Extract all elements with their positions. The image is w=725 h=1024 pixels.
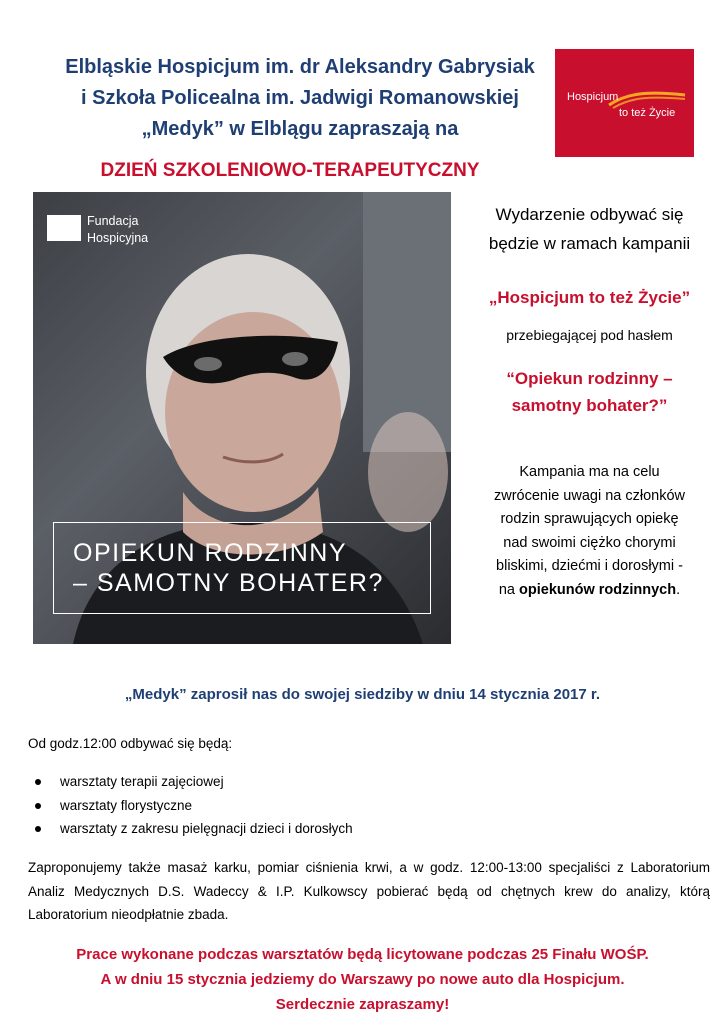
hospicjum-logo [555,49,694,157]
fundacja-line-1: Fundacja [87,214,139,228]
header-line-1: Elbląskie Hospicjum im. dr Aleksandry Gabrysiak [65,56,535,78]
desc-bold: opiekunów rodzinnych [519,581,677,598]
invite-line: „Medyk” zaprosił nas do swojej siedziby w dniu 14 stycznia 2017 r. [124,686,601,703]
footer-line-2: A w dniu 15 stycznia jedziemy do Warszawy po nowe auto dla Hospicjum. [100,971,625,988]
motto-line-1: “Opiekun rodzinny – [506,369,673,388]
header-line-2: i Szkoła Policealna im. Jadwigi Romanowskiej [81,87,519,109]
fundacja-line-2: Hospicyjna [87,231,149,245]
motto-intro: przebiegającej pod hasłem [506,327,673,343]
slogan-line-2: – SAMOTNY BOHATER? [73,569,384,597]
campaign-photo [33,192,451,644]
intro-line-2: będzie w ramach kampanii [488,234,691,253]
header [0,52,600,145]
desc-line-3: rodzin sprawujących opiekę [500,511,679,527]
logo-text-1: Hospicjum [567,91,619,103]
footer-note [0,942,725,1017]
slogan-line-1: OPIEKUN RODZINNY [73,539,348,567]
list-item: warsztaty florystyczne [28,794,353,818]
motto-line-2: samotny bohater?” [511,396,668,415]
campaign-description [462,461,717,602]
event-title: DZIEŃ SZKOLENIOWO-TERAPEUTYCZNY [100,160,480,181]
photo-slogan [73,538,384,598]
footer-line-1: Prace wykonane podczas warsztatów będą licytowane podczas 25 Finału WOŚP. [76,946,649,963]
services-paragraph: Zaproponujemy także masaż karku, pomiar ciśnienia krwi, a w godz. 12:00-13:00 specjaliści z Laboratorium Analiz Medycznych D.S. Wadeccy & I.P. Kulkowscy pobierać będą od chętnych krew do analizy, którą Laboratorium nieodpłatnie zbada. [28,860,710,922]
header-line-3: „Medyk” w Elblągu zapraszają na [141,118,459,140]
desc-prefix: na [498,581,520,598]
workshop-list [28,770,353,841]
intro-line-1: Wydarzenie odbywać się [495,205,684,224]
desc-line-1: Kampania ma na celu [519,464,660,480]
desc-line-5: bliskimi, dziećmi i dorosłymi - [496,558,683,574]
desc-line-6 [462,579,717,603]
desc-line-2: zwrócenie uwagi na członków [493,487,685,504]
campaign-motto [462,365,717,419]
logo-text-2: to też Życie [619,107,676,119]
list-item: warsztaty terapii zajęciowej [28,770,353,794]
campaign-intro [462,200,717,258]
desc-suffix: . [676,581,681,598]
desc-line-4: nad swoimi ciężko chorymi [503,534,676,551]
fundacja-label [87,213,148,247]
campaign-name: „Hospicjum to też Życie” [488,288,691,307]
time-intro: Od godz.12:00 odbywać się będą: [28,736,233,751]
list-item: warsztaty z zakresu pielęgnacji dzieci i dorosłych [28,817,353,841]
fundacja-logo-box [47,215,81,241]
footer-line-3: Serdecznie zapraszamy! [275,996,450,1013]
